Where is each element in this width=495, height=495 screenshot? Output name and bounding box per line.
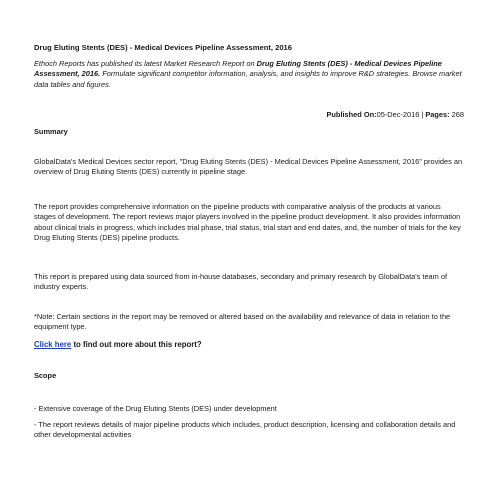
published-label: Published On: [326, 110, 377, 119]
pages-label: Pages: [425, 110, 450, 119]
summary-note: *Note: Certain sections in the report may be removed or altered based on the availability and relevance of data in relation to the equipment type. [34, 312, 451, 332]
scope-item-1: - Extensive coverage of the Drug Eluting Stents (DES) under development [34, 404, 277, 413]
summary-paragraph-1: GlobalData's Medical Devices sector report, "Drug Eluting Stents (DES) - Medical Devices Pipeline Assessment, 2016" provides an overview of Drug Eluting Stents (DES) currently in pipeline stage. [34, 157, 463, 177]
intro-report-name: Drug Eluting Stents (DES) - Medical Devices Pipeline Assessment, 2016. [34, 59, 442, 79]
document-page [34, 0, 464, 495]
find-out-more-line [34, 340, 464, 350]
intro-lead: Ethoch Reports has published its latest Market Research Report on [34, 59, 257, 68]
summary-paragraph-3: This report is prepared using data sourced from in-house databases, secondary and primary research by GlobalData's team of industry experts. [34, 272, 448, 292]
intro-tail: Formulate significant competitor information, analysis, and insights to improve R&D strategies. Browse market data tables and figures. [34, 69, 462, 89]
click-here-link[interactable]: Click here [34, 340, 72, 349]
published-info [34, 110, 464, 120]
intro-paragraph [34, 59, 464, 90]
find-out-more-text: to find out more about this report? [71, 340, 202, 349]
published-date: 05-Dec-2016 [376, 110, 420, 119]
scope-heading: Scope [34, 371, 57, 380]
summary-heading: Summary [34, 127, 68, 136]
published-separator: | [419, 110, 426, 119]
document-title: Drug Eluting Stents (DES) - Medical Devices Pipeline Assessment, 2016 [34, 43, 292, 52]
summary-paragraph-2: The report provides comprehensive information on the pipeline products with comparative analysis of the products at various stages of development. The report reviews major players involved in the pipeline product development. It also provides information about clinical trials in progress, which includes trial phase, trial status, trial start and end dates, and, the number of trials for the key Drug Eluting Stents (DES) pipeline products. [34, 202, 461, 243]
pages-count: 268 [451, 110, 464, 119]
scope-item-2: - The report reviews details of major pipeline products which includes, product description, licensing and collaboration details and other developmental activities [34, 420, 456, 440]
